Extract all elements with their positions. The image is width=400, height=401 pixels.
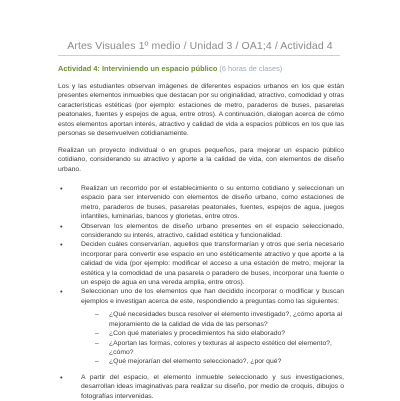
dash-marker: –: [95, 358, 99, 366]
question-item: [81, 339, 344, 358]
question-item: [81, 357, 344, 366]
list-item: [58, 184, 344, 222]
question-text: ¿Aportan las formas, colores y texturas al aspecto estético del elemento?, ¿cómo?: [109, 339, 332, 356]
question-item: [81, 329, 344, 338]
list-item-text: Seleccionan uno de los elementos que han decidido incorporar o modificar y buscan ejemplos e investigan acerca de este, respondiendo a preguntas como las siguientes:: [81, 288, 344, 305]
list-item: [58, 222, 344, 241]
question-item: [81, 310, 344, 329]
list-item-text: Observan los elementos de diseño urbano presentes en el espacio seleccionado, considerando su interés, atractivo, calidad estética y funcionalidad.: [81, 222, 344, 240]
activity-title: [58, 64, 348, 73]
question-text: ¿Qué mejorarían del elemento seleccionado?, ¿por qué?: [109, 358, 282, 366]
bullet-marker: •: [60, 240, 63, 250]
activity-title-text: Actividad 4: Interviniendo un espacio público: [58, 64, 218, 73]
dash-marker: –: [95, 339, 99, 347]
bullet-marker: •: [60, 184, 63, 193]
list-item: [58, 287, 344, 366]
dash-marker: –: [95, 330, 99, 338]
list-item-text: Deciden cuáles conservarían, aquellos que transformarían y otros que sería necesario incorporar para convertir ese espacio en uno estéticamente atractivo y que aporte a la calidad de vida (por ejemplo: modificar el acceso a una estación de metro, mejorar la estética y la comodidad de una pasarela o paradero de buses, incorporar una fuente o un espejo de agua en una vereda amplia, entre otros).: [81, 241, 344, 287]
bullet-marker: •: [60, 287, 63, 297]
bullet-marker: •: [60, 221, 63, 231]
task-paragraph: Realizan un proyecto individual o en grupos pequeños, para mejorar un espacio público cotidiano, considerando su atractivo y aporte a la calidad de vida, con elementos de diseño urbano.: [58, 147, 344, 173]
list-item-text: A partir del espacio, el elemento inmueble seleccionado y sus investigaciones, desarrollan ideas imaginativas para realizar su diseño, por medio de croquis, dibujos o fotografías intervenidas.: [81, 373, 344, 400]
activity-duration: (6 horas de clases): [219, 64, 283, 73]
list-item: [58, 373, 344, 401]
intro-paragraph: Los y las estudiantes observan imágenes de diferentes espacios urbanos en los que están presentes elementos inmuebles que destacan por su originalidad, atractivo, comodidad y otras características estéticas (por ejemplo: estaciones de metro, paraderos de buses, pasarelas peatonales, fuentes y espejos de agua, entre otros). A continuación, dialogan acerca de cómo estos elementos aportan interés, atractivo y calidad de vida a espacios públicos en los que las personas se desenvuelven cotidianamente.: [58, 83, 344, 138]
list-item-text: Realizan un recorrido por el establecimiento o su entorno cotidiano y seleccionan un espacio para ser intervenido con elementos de diseño urbano, como estaciones de metro, paraderos de buses, pasarelas peatonales, fuentes, espejos de agua, juegos infantiles, luminarias, bancos y glorietas, entre otros.: [81, 185, 344, 221]
question-text: ¿Qué necesidades busca resolver el elemento investigado?, ¿cómo aporta al mejoramiento de la calidad de vida de las personas?: [109, 311, 343, 328]
header-divider: [58, 55, 340, 56]
questions-list: [81, 310, 344, 366]
bullet-marker: •: [60, 372, 63, 382]
steps-list: [58, 184, 344, 401]
dash-marker: –: [95, 311, 99, 319]
question-text: ¿Con qué materiales y procedimientos ha sido elaborado?: [109, 330, 286, 338]
list-item: [58, 240, 344, 287]
page-header: Artes Visuales 1º medio / Unidad 3 / OA1;4 / Actividad 4: [67, 40, 333, 52]
